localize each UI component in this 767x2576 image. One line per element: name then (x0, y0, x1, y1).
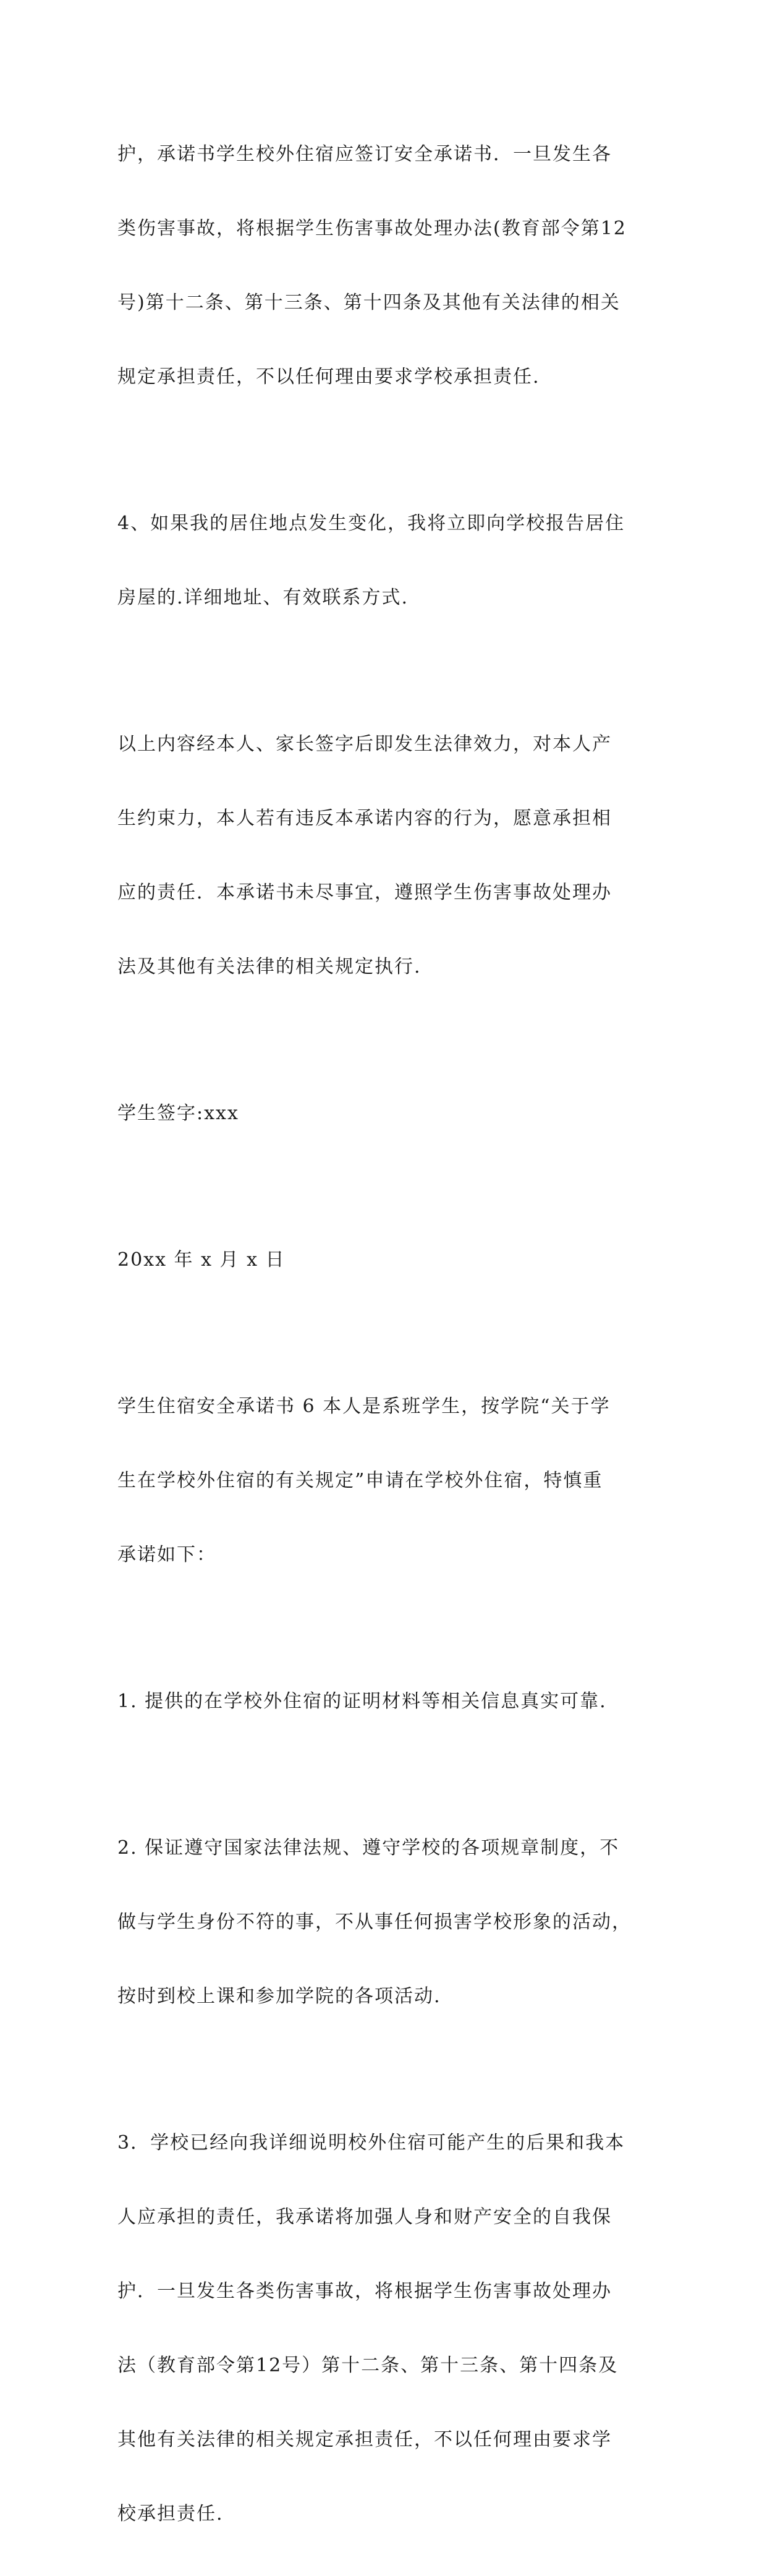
text-line: 生约束力，本人若有违反本承诺内容的行为，愿意承担相 (117, 808, 612, 829)
text-line: 承诺如下： (117, 1544, 216, 1566)
text-line: 1. 提供的在学校外住宿的证明材料等相关信息真实可靠. (117, 1691, 607, 1712)
text-line: 学生签字:xxx (117, 1102, 239, 1124)
text-line: 以上内容经本人、家长签字后即发生法律效力，对本人产 (117, 733, 612, 755)
text-line: 号)第十二条、第十三条、第十四条及其他有关法律的相关 (117, 292, 621, 313)
text-line: 4、如果我的居住地点发生变化，我将立即向学校报告居住 (117, 513, 625, 534)
text-line: 法及其他有关法律的相关规定执行. (117, 956, 422, 978)
student-signature (117, 1052, 649, 1175)
text-line: 按时到校上课和参加学院的各项活动. (117, 1985, 441, 2007)
paragraph-item-1 (117, 1640, 649, 1764)
paragraph-item-4 (117, 462, 649, 660)
paragraph-liability-continued (117, 93, 649, 439)
text-line: 学生住宿安全承诺书 6 本人是系班学生，按学院“关于学 (117, 1396, 611, 1417)
text-line: 护．一旦发生各类伤害事故，将根据学生伤害事故处理办 (117, 2280, 612, 2302)
text-line: 房屋的.详细地址、有效联系方式. (117, 587, 409, 608)
text-line: 做与学生身份不符的事，不从事任何损害学校形象的活动， (117, 1911, 632, 1933)
text-line: 其他有关法律的相关规定承担责任，不以任何理由要求学 (117, 2429, 612, 2450)
paragraph-pledge-6-intro (117, 1345, 649, 1617)
paragraph-item-3 (117, 2081, 649, 2576)
text-line: 规定承担责任，不以任何理由要求学校承担责任. (117, 366, 540, 388)
text-line: 校承担责任. (117, 2503, 224, 2525)
text-line: 应的责任．本承诺书未尽事宜，遵照学生伤害事故处理办 (117, 882, 612, 903)
signature-date (117, 1198, 649, 1322)
paragraph-item-2 (117, 1786, 649, 2058)
paragraph-legal-effect (117, 683, 649, 1029)
text-line: 3．学校已经向我详细说明校外住宿可能产生的后果和我本 (117, 2132, 625, 2154)
text-line: 生在学校外住宿的有关规定”申请在学校外住宿，特慎重 (117, 1470, 603, 1491)
text-line: 法（教育部令第12号）第十二条、第十三条、第十四条及 (117, 2355, 619, 2376)
text-line: 护，承诺书学生校外住宿应签订安全承诺书．一旦发生各 (117, 143, 612, 165)
text-line: 2. 保证遵守国家法律法规、遵守学校的各项规章制度，不 (117, 1837, 620, 1859)
text-line: 20xx 年 x 月 x 日 (117, 1249, 286, 1271)
text-line: 类伤害事故，将根据学生伤害事故处理办法(教育部令第12 (117, 218, 627, 239)
document-body (117, 93, 649, 2576)
text-line: 人应承担的责任，我承诺将加强人身和财产安全的自我保 (117, 2206, 612, 2228)
